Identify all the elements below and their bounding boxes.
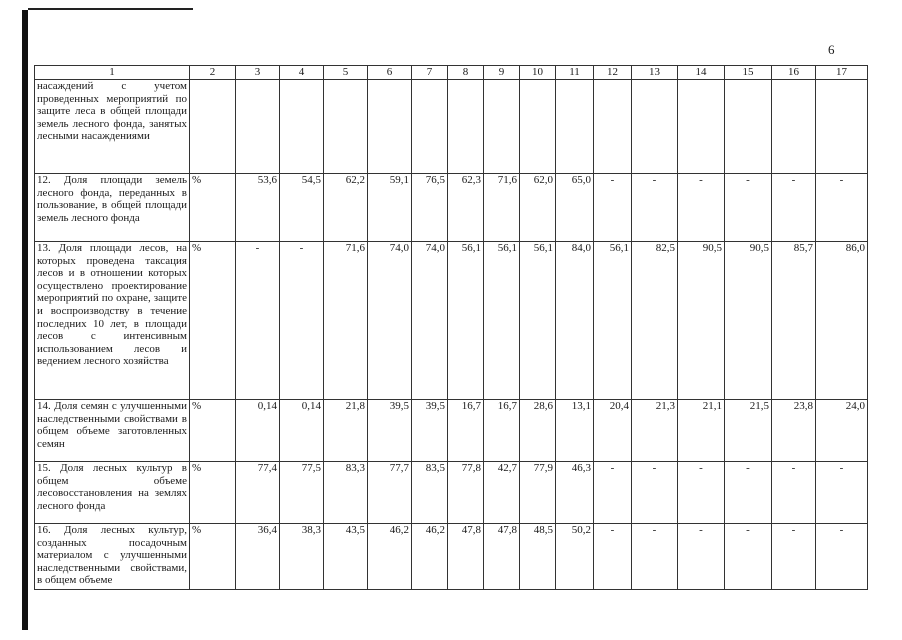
indicators-table	[34, 65, 868, 590]
value-cell: -	[772, 174, 816, 242]
value-cell	[816, 80, 868, 174]
unit-cell: %	[190, 462, 236, 524]
column-number-11: 11	[556, 66, 594, 80]
value-cell: 21,5	[725, 400, 772, 462]
value-cell: 71,6	[484, 174, 520, 242]
value-cell	[280, 80, 324, 174]
value-cell: 48,5	[520, 524, 556, 590]
value-cell: 84,0	[556, 242, 594, 400]
value-cell: 21,3	[632, 400, 678, 462]
page-number: 6	[828, 42, 835, 57]
value-cell: -	[816, 524, 868, 590]
indicator-name: 15. Доля лесных культур в общем объеме лесовосстановления на землях лесного фонда	[35, 462, 190, 524]
value-cell	[520, 80, 556, 174]
column-number-1: 1	[35, 66, 190, 80]
value-cell: 56,1	[594, 242, 632, 400]
value-cell: -	[594, 462, 632, 524]
value-cell	[324, 80, 368, 174]
column-number-2: 2	[190, 66, 236, 80]
value-cell: 16,7	[484, 400, 520, 462]
value-cell: 62,2	[324, 174, 368, 242]
value-cell	[725, 80, 772, 174]
value-cell: 62,3	[448, 174, 484, 242]
value-cell: -	[236, 242, 280, 400]
value-cell: 21,1	[678, 400, 725, 462]
column-number-7: 7	[412, 66, 448, 80]
unit-cell: %	[190, 400, 236, 462]
value-cell: 83,3	[324, 462, 368, 524]
value-cell: -	[772, 462, 816, 524]
value-cell: -	[280, 242, 324, 400]
value-cell: 90,5	[678, 242, 725, 400]
column-number-17: 17	[816, 66, 868, 80]
value-cell: 90,5	[725, 242, 772, 400]
value-cell: 53,6	[236, 174, 280, 242]
indicator-name: 12. Доля площади земель лесного фонда, переданных в пользование, в общей площади земель лесного фонда	[35, 174, 190, 242]
value-cell: 74,0	[412, 242, 448, 400]
value-cell: 39,5	[412, 400, 448, 462]
unit-cell: %	[190, 524, 236, 590]
value-cell: -	[725, 524, 772, 590]
indicator-name: 14. Доля семян с улучшенными наследственными свойствами в общем объеме заготовленных семян	[35, 400, 190, 462]
value-cell	[484, 80, 520, 174]
table-row	[35, 174, 868, 242]
column-number-4: 4	[280, 66, 324, 80]
value-cell: 50,2	[556, 524, 594, 590]
column-number-9: 9	[484, 66, 520, 80]
value-cell	[556, 80, 594, 174]
value-cell	[368, 80, 412, 174]
value-cell	[772, 80, 816, 174]
table-row	[35, 80, 868, 174]
indicator-name: 16. Доля лесных культур, созданных посадочным материалом с улучшенными наследственными свойствами, в общем объеме	[35, 524, 190, 590]
unit-cell: %	[190, 174, 236, 242]
unit-cell: %	[190, 242, 236, 400]
value-cell: 28,6	[520, 400, 556, 462]
value-cell: 56,1	[484, 242, 520, 400]
value-cell: -	[772, 524, 816, 590]
value-cell: -	[816, 174, 868, 242]
value-cell: -	[594, 524, 632, 590]
value-cell: -	[678, 524, 725, 590]
value-cell: -	[725, 174, 772, 242]
value-cell: 47,8	[448, 524, 484, 590]
value-cell: 76,5	[412, 174, 448, 242]
value-cell: 56,1	[448, 242, 484, 400]
value-cell: -	[632, 462, 678, 524]
value-cell: 62,0	[520, 174, 556, 242]
column-number-12: 12	[594, 66, 632, 80]
value-cell: -	[632, 174, 678, 242]
table-row	[35, 462, 868, 524]
indicator-name: насаждений с учетом проведенных мероприятий по защите леса в общей площади земель лесного фонда, занятых лесными насаждениями	[35, 80, 190, 174]
value-cell: 43,5	[324, 524, 368, 590]
value-cell	[236, 80, 280, 174]
value-cell: -	[816, 462, 868, 524]
value-cell	[678, 80, 725, 174]
indicator-name: 13. Доля площади лесов, на которых проведена таксация лесов и в отношении которых осуществлено проектирование мероприятий по охране, защите и воспроизводству в течение последних 10 лет, в площади лесов с интенсивным использованием лесов и ведением лесного хозяйства	[35, 242, 190, 400]
column-number-10: 10	[520, 66, 556, 80]
column-number-6: 6	[368, 66, 412, 80]
value-cell: 77,8	[448, 462, 484, 524]
column-number-13: 13	[632, 66, 678, 80]
value-cell: 21,8	[324, 400, 368, 462]
column-number-14: 14	[678, 66, 725, 80]
value-cell: 59,1	[368, 174, 412, 242]
value-cell: -	[632, 524, 678, 590]
value-cell: -	[725, 462, 772, 524]
unit-cell	[190, 80, 236, 174]
value-cell: 38,3	[280, 524, 324, 590]
value-cell: 56,1	[520, 242, 556, 400]
table-row	[35, 242, 868, 400]
value-cell: 13,1	[556, 400, 594, 462]
value-cell: 83,5	[412, 462, 448, 524]
column-number-15: 15	[725, 66, 772, 80]
column-number-3: 3	[236, 66, 280, 80]
value-cell: 16,7	[448, 400, 484, 462]
column-number-8: 8	[448, 66, 484, 80]
value-cell: -	[678, 462, 725, 524]
value-cell: 36,4	[236, 524, 280, 590]
value-cell: 86,0	[816, 242, 868, 400]
value-cell: -	[594, 174, 632, 242]
value-cell: 20,4	[594, 400, 632, 462]
value-cell: 46,2	[412, 524, 448, 590]
value-cell	[412, 80, 448, 174]
value-cell: -	[678, 174, 725, 242]
value-cell: 85,7	[772, 242, 816, 400]
value-cell: 46,2	[368, 524, 412, 590]
value-cell: 71,6	[324, 242, 368, 400]
value-cell: 24,0	[816, 400, 868, 462]
table-row	[35, 524, 868, 590]
value-cell: 77,5	[280, 462, 324, 524]
value-cell: 74,0	[368, 242, 412, 400]
value-cell: 47,8	[484, 524, 520, 590]
value-cell	[448, 80, 484, 174]
value-cell: 46,3	[556, 462, 594, 524]
value-cell: 82,5	[632, 242, 678, 400]
value-cell: 65,0	[556, 174, 594, 242]
table-row	[35, 400, 868, 462]
value-cell: 23,8	[772, 400, 816, 462]
value-cell	[594, 80, 632, 174]
value-cell: 42,7	[484, 462, 520, 524]
value-cell: 77,9	[520, 462, 556, 524]
column-number-5: 5	[324, 66, 368, 80]
top-rule	[28, 8, 193, 10]
column-number-row	[35, 66, 868, 80]
page-left-edge-bar	[22, 10, 28, 630]
value-cell: 0,14	[236, 400, 280, 462]
value-cell	[632, 80, 678, 174]
value-cell: 0,14	[280, 400, 324, 462]
value-cell: 77,4	[236, 462, 280, 524]
value-cell: 39,5	[368, 400, 412, 462]
column-number-16: 16	[772, 66, 816, 80]
value-cell: 54,5	[280, 174, 324, 242]
value-cell: 77,7	[368, 462, 412, 524]
